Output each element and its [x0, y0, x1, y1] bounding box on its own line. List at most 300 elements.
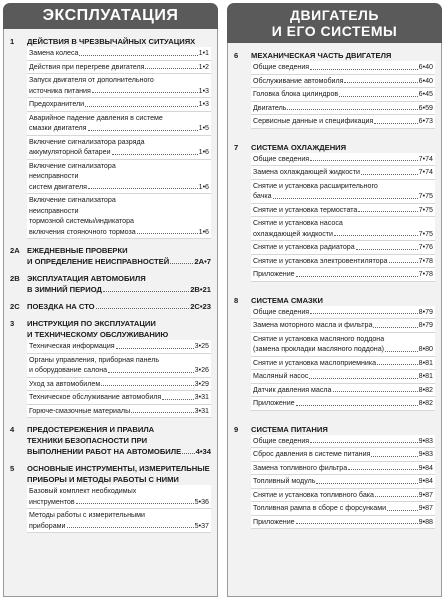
section-title-line-text: ПОЕЗДКА НА СТО — [27, 302, 95, 311]
header-line: И ЕГО СИСТЕМЫ — [271, 23, 398, 39]
leader-dots — [162, 392, 193, 400]
section-number: 7 — [234, 142, 239, 152]
leader-dots — [131, 406, 193, 414]
section-title-text — [27, 273, 211, 295]
entry-text: Приложение — [253, 270, 295, 278]
entry-line — [29, 182, 209, 193]
toc-entry[interactable] — [251, 241, 435, 255]
entry-text: Головка блока цилиндров — [253, 90, 339, 98]
entry-page-number: 1•6 — [198, 182, 209, 191]
leader-dots — [389, 256, 418, 264]
toc-entry[interactable] — [251, 435, 435, 449]
entry-text: Общие сведения — [253, 63, 310, 71]
entry-text: приборами — [29, 521, 66, 530]
entry-list — [251, 61, 435, 129]
entry-page-number: 9•84 — [418, 463, 433, 472]
entry-text: Общие сведения — [253, 154, 310, 163]
entry-text: охлаждающей жидкости — [253, 229, 334, 238]
entry-page-number: 8•82 — [418, 399, 433, 407]
entry-line — [29, 227, 209, 238]
toc-entry[interactable] — [27, 378, 211, 392]
leader-dots — [356, 242, 418, 250]
toc-entry[interactable] — [251, 115, 435, 129]
section-title-text — [251, 424, 435, 435]
entry-page-number: 9•87 — [418, 490, 433, 499]
section-number: 1 — [10, 37, 15, 46]
leader-dots — [373, 320, 417, 328]
entry-page-number: 7•74 — [418, 154, 433, 163]
entry-line — [253, 476, 433, 487]
leader-dots — [374, 116, 417, 124]
toc-entry[interactable] — [27, 160, 211, 195]
toc-entry[interactable] — [251, 357, 435, 371]
section-title-line: СИСТЕМА ОХЛАЖДЕНИЯ — [251, 142, 347, 152]
entry-text: Сервисные данные и спецификация — [253, 117, 374, 125]
leader-dots — [108, 365, 194, 373]
entry-page-number: 3•31 — [194, 406, 209, 415]
section-title-text — [27, 301, 211, 312]
entry-text: Топливный модуль — [253, 477, 316, 485]
entry-page-number: 6•59 — [418, 103, 433, 112]
entry-line — [253, 398, 433, 409]
entry-line — [253, 256, 433, 267]
section-title[interactable] — [10, 463, 211, 485]
entry-list — [251, 153, 435, 282]
entry-line — [29, 99, 209, 110]
entry-page-number: 5•37 — [194, 521, 209, 530]
entry-text: смазки двигателя — [29, 124, 87, 132]
entry-page-number: 8•79 — [418, 307, 433, 316]
entry-line: тормозной системы/индикатора — [29, 217, 135, 225]
leader-dots — [385, 344, 418, 352]
entry-page-number: 6•45 — [418, 90, 433, 98]
toc-entry[interactable] — [27, 74, 211, 98]
section-number: 2А — [10, 246, 20, 255]
toc-entry[interactable] — [27, 61, 211, 75]
entry-line — [253, 116, 433, 127]
entry-page-number: 8•81 — [418, 358, 433, 367]
entry-line: неисправности — [29, 206, 79, 215]
leader-dots — [76, 497, 194, 505]
toc-section — [234, 295, 435, 411]
entry-text: систем двигателя — [29, 182, 87, 191]
entry-text: Замена охлаждающей жидкости — [253, 168, 360, 176]
section-title-line: ДЕЙСТВИЯ В ЧРЕЗВЫЧАЙНЫХ СИТУАЦИЯХ — [27, 37, 196, 46]
toc-entry[interactable] — [251, 516, 435, 530]
section-title-line: И ТЕХНИЧЕСКОМУ ОБСЛУЖИВАНИЮ — [27, 330, 169, 339]
toc-entry[interactable] — [251, 180, 435, 204]
leader-dots — [67, 521, 194, 529]
entry-text: Приложение — [253, 399, 295, 407]
entry-page-number: 9•83 — [418, 450, 433, 458]
section-title-line — [27, 446, 211, 457]
entry-text: Общие сведения — [253, 307, 310, 316]
leader-dots — [296, 398, 418, 406]
entry-text: и оборудование салона — [29, 366, 108, 374]
toc-entry[interactable] — [251, 255, 435, 269]
leader-dots — [310, 62, 418, 70]
entry-text: Общие сведения — [253, 436, 310, 445]
leader-dots — [79, 48, 197, 56]
entry-line — [29, 341, 209, 352]
toc-entry[interactable] — [27, 405, 211, 419]
entry-list — [27, 47, 211, 239]
section-title-line: ПРЕДОСТЕРЕЖЕНИЯ И ПРАВИЛА — [27, 425, 155, 434]
toc-entry[interactable] — [27, 194, 211, 239]
entry-list — [27, 485, 211, 533]
entry-line — [253, 307, 433, 318]
toc-entry[interactable] — [27, 391, 211, 405]
leader-dots — [116, 341, 194, 349]
entry-line — [253, 62, 433, 73]
section-title[interactable] — [10, 36, 211, 47]
section-title[interactable] — [10, 245, 211, 267]
entry-line — [29, 147, 209, 158]
entry-line — [253, 463, 433, 474]
entry-page-number: 7•78 — [418, 256, 433, 265]
section-title-text — [251, 295, 435, 306]
section-title-line: ЭКСПЛУАТАЦИЯ АВТОМОБИЛЯ — [27, 274, 146, 283]
entry-page-number: 9•84 — [418, 477, 433, 485]
entry-line — [29, 392, 209, 403]
section-page-number: 2В•21 — [190, 285, 211, 294]
toc-column-engine — [227, 3, 442, 597]
toc-entry[interactable] — [251, 306, 435, 320]
leader-dots — [112, 147, 198, 155]
entry-list — [27, 340, 211, 418]
entry-line — [253, 242, 433, 253]
section-title[interactable] — [234, 295, 435, 306]
toc-entry[interactable] — [27, 354, 211, 378]
entry-page-number: 7•75 — [418, 192, 433, 200]
toc-section — [234, 424, 435, 530]
entry-line — [253, 358, 433, 369]
entry-line: Методы работы с измерительными — [29, 511, 145, 519]
column-header: ЭКСПЛУАТАЦИЯ — [3, 3, 218, 29]
entry-line — [253, 320, 433, 331]
leader-dots — [170, 256, 193, 264]
section-title[interactable] — [234, 424, 435, 435]
entry-line — [253, 517, 433, 528]
entry-page-number: 7•75 — [418, 229, 433, 238]
toc-entry[interactable] — [251, 448, 435, 462]
leader-dots — [309, 371, 417, 379]
entry-line: Снятие и установка масляного поддона — [253, 334, 385, 343]
entry-text: Снятие и установка термостата — [253, 205, 358, 214]
section-title-text — [27, 318, 211, 340]
leader-dots — [310, 154, 418, 162]
section-title-text — [27, 424, 211, 457]
toc-body — [227, 43, 442, 597]
entry-text: Предохранители — [29, 100, 85, 108]
leader-dots — [88, 182, 198, 190]
toc-entry[interactable] — [27, 340, 211, 354]
leader-dots — [92, 86, 198, 94]
entry-line — [29, 497, 209, 508]
toc-entry[interactable] — [251, 204, 435, 218]
leader-dots — [103, 284, 189, 292]
entry-text: Топливная рампа в сборе с форсунками — [253, 504, 387, 512]
entry-page-number: 7•75 — [418, 205, 433, 214]
toc-entry[interactable] — [27, 509, 211, 533]
leader-dots — [101, 379, 193, 387]
section-title-line-text: В ЗИМНИЙ ПЕРИОД — [27, 285, 102, 294]
leader-dots — [339, 89, 417, 97]
entry-text: инструментов — [29, 497, 75, 506]
entry-page-number: 1•2 — [198, 62, 209, 71]
entry-text: Замена моторного масла и фильтра — [253, 321, 373, 329]
leader-dots — [333, 385, 418, 393]
section-title[interactable] — [234, 142, 435, 153]
section-page-number: 4•34 — [195, 447, 211, 456]
toc-section — [10, 273, 211, 295]
toc-entry[interactable] — [27, 98, 211, 112]
section-number: 9 — [234, 424, 239, 434]
section-number: 6 — [234, 51, 239, 60]
section-title-line: МЕХАНИЧЕСКАЯ ЧАСТЬ ДВИГАТЕЛЯ — [251, 51, 392, 60]
leader-dots — [375, 490, 418, 498]
section-title[interactable] — [10, 318, 211, 340]
entry-text: аккумуляторной батареи — [29, 148, 111, 156]
entry-page-number: 9•88 — [418, 517, 433, 526]
section-title-line — [27, 301, 211, 312]
entry-text: Снятие и установка электровентилятора — [253, 256, 388, 265]
entry-line — [253, 76, 433, 87]
entry-line — [253, 436, 433, 447]
entry-text: Приложение — [253, 517, 295, 526]
toc-section — [10, 318, 211, 418]
section-title-text — [27, 463, 211, 485]
entry-line: Включение сигнализатора — [29, 196, 116, 204]
toc-entry[interactable] — [251, 88, 435, 102]
entry-line — [29, 62, 209, 73]
entry-line: неисправности — [29, 172, 79, 180]
leader-dots — [85, 99, 197, 107]
entry-page-number: 3•31 — [194, 393, 209, 401]
entry-page-number: 1•6 — [198, 227, 209, 236]
toc-entry[interactable] — [251, 75, 435, 89]
leader-dots — [358, 205, 417, 213]
entry-line — [253, 191, 433, 202]
entry-text: Снятие и установка топливного бака — [253, 490, 374, 499]
toc-entry[interactable] — [251, 61, 435, 75]
toc-section — [234, 50, 435, 129]
entry-line — [253, 167, 433, 178]
entry-line — [253, 490, 433, 501]
entry-page-number: 6•73 — [418, 117, 433, 125]
toc-entry[interactable] — [251, 333, 435, 357]
section-title-line: ЕЖЕДНЕВНЫЕ ПРОВЕРКИ — [27, 246, 128, 255]
entry-line — [253, 503, 433, 514]
entry-line — [253, 103, 433, 114]
toc-section — [10, 463, 211, 533]
leader-dots — [273, 191, 418, 199]
section-page-number: 2С•23 — [190, 302, 211, 311]
toc-entry[interactable] — [27, 47, 211, 61]
entry-page-number: 3•26 — [194, 366, 209, 374]
entry-line: Снятие и установка насоса — [253, 219, 343, 227]
toc-entry[interactable] — [251, 268, 435, 282]
header-line: ДВИГАТЕЛЬ — [290, 7, 379, 23]
entry-line: Включение сигнализатора — [29, 161, 116, 170]
section-title-text — [251, 142, 435, 153]
toc-entry[interactable] — [251, 217, 435, 241]
leader-dots — [145, 62, 197, 70]
entry-page-number: 1•3 — [198, 86, 209, 95]
entry-line — [29, 123, 209, 134]
entry-line — [253, 449, 433, 460]
toc-entry[interactable] — [251, 384, 435, 398]
entry-text: Двигатель — [253, 103, 287, 112]
section-page-number: 2А•7 — [194, 257, 211, 266]
section-title-line — [27, 284, 211, 295]
entry-line — [29, 48, 209, 59]
entry-line — [29, 379, 209, 390]
entry-page-number: 8•81 — [418, 372, 433, 380]
entry-text: бачка — [253, 192, 272, 200]
section-title-line: СИСТЕМА СМАЗКИ — [251, 295, 323, 305]
entry-line — [253, 154, 433, 165]
toc-entry[interactable] — [251, 502, 435, 516]
toc-body — [3, 29, 218, 597]
section-number: 4 — [10, 425, 15, 434]
toc-entry[interactable] — [251, 370, 435, 384]
entry-text: Замена топливного фильтра — [253, 463, 348, 472]
leader-dots — [377, 358, 418, 366]
toc-entry[interactable] — [251, 397, 435, 411]
entry-text: Действия при перегреве двигателя — [29, 62, 145, 71]
entry-page-number: 8•79 — [418, 321, 433, 329]
entry-page-number: 6•40 — [418, 76, 433, 85]
entry-line: Запуск двигателя от дополнительного — [29, 76, 154, 84]
entry-page-number: 6•40 — [418, 63, 433, 71]
entry-text: Обслуживание автомобиля — [253, 76, 344, 85]
entry-page-number: 1•3 — [198, 100, 209, 108]
entry-list — [251, 306, 435, 411]
leader-dots — [137, 227, 198, 235]
leader-dots — [287, 103, 417, 111]
entry-text: Горюче-смазочные материалы — [29, 406, 131, 415]
toc-entry[interactable] — [251, 166, 435, 180]
toc-entry[interactable] — [251, 319, 435, 333]
entry-line: Аварийное падение давления в системе — [29, 113, 163, 122]
toc-entry[interactable] — [251, 153, 435, 167]
section-title-line: ПРИБОРЫ И МЕТОДЫ РАБОТЫ С НИМИ — [27, 475, 179, 484]
leader-dots — [371, 449, 417, 457]
leader-dots — [348, 463, 418, 471]
entry-text: Снятие и установка радиатора — [253, 243, 355, 251]
entry-page-number: 5•36 — [194, 497, 209, 506]
leader-dots — [96, 301, 190, 309]
entry-line — [253, 269, 433, 280]
toc-section — [10, 424, 211, 457]
section-title-line-text: ВЫПОЛНЕНИИ РАБОТ НА АВТОМОБИЛЕ — [27, 447, 182, 456]
toc-section — [10, 245, 211, 267]
entry-text: Снятие и установка маслоприемника — [253, 358, 377, 367]
leader-dots — [88, 123, 198, 131]
section-number: 8 — [234, 295, 239, 305]
entry-line — [29, 406, 209, 417]
entry-text: Замена колеса — [29, 49, 79, 57]
entry-page-number: 8•80 — [418, 345, 433, 353]
section-title-text — [27, 245, 211, 267]
toc-entry[interactable] — [251, 475, 435, 489]
entry-line: Органы управления, приборная панель — [29, 355, 160, 364]
toc-entry[interactable] — [251, 489, 435, 503]
entry-line — [29, 365, 209, 376]
section-title[interactable] — [10, 424, 211, 457]
leader-dots — [344, 76, 417, 84]
entry-page-number: 7•74 — [418, 168, 433, 176]
entry-page-number: 9•83 — [418, 436, 433, 445]
entry-text: Техническое обслуживание автомобиля — [29, 393, 162, 401]
entry-page-number: 8•82 — [418, 385, 433, 394]
toc-section — [10, 301, 211, 312]
entry-line — [29, 521, 209, 532]
toc-entry[interactable] — [27, 112, 211, 136]
column-header — [227, 3, 442, 43]
section-number: 5 — [10, 464, 15, 473]
section-title-line: ТЕХНИКИ БЕЗОПАСНОСТИ ПРИ — [27, 436, 148, 445]
toc-section — [234, 142, 435, 282]
leader-dots — [387, 503, 418, 511]
entry-line — [253, 344, 433, 355]
entry-line — [29, 86, 209, 97]
section-title-text — [27, 36, 211, 47]
leader-dots — [334, 229, 418, 237]
entry-page-number: 3•29 — [194, 379, 209, 388]
toc-section — [10, 36, 211, 239]
section-title-line-text: И ОПРЕДЕЛЕНИЕ НЕИСПРАВНОСТЕЙ — [27, 257, 170, 266]
toc-entry[interactable] — [27, 485, 211, 509]
section-title[interactable] — [10, 273, 211, 295]
leader-dots — [310, 436, 418, 444]
entry-line — [253, 385, 433, 396]
entry-text: Сброс давления в системе питания — [253, 450, 371, 458]
entry-page-number: 1•6 — [198, 148, 209, 156]
entry-page-number: 1•1 — [198, 49, 209, 57]
entry-text: Масляный насос — [253, 372, 309, 380]
entry-line: Базовый комплект необходимых — [29, 487, 137, 495]
entry-page-number: 3•25 — [194, 342, 209, 350]
entry-text: источника питания — [29, 86, 91, 95]
leader-dots — [361, 167, 418, 175]
entry-line: Включение сигнализатора разряда — [29, 137, 145, 146]
section-title[interactable] — [234, 50, 435, 61]
entry-list — [251, 435, 435, 530]
toc-entry[interactable] — [251, 102, 435, 116]
toc-column-operation — [3, 3, 218, 597]
entry-line — [253, 205, 433, 216]
section-title-line: ОСНОВНЫЕ ИНСТРУМЕНТЫ, ИЗМЕРИТЕЛЬНЫЕ — [27, 464, 210, 473]
entry-page-number: 1•5 — [198, 124, 209, 132]
entry-line — [253, 371, 433, 382]
section-title[interactable] — [10, 301, 211, 312]
section-number: 2С — [10, 302, 20, 311]
entry-line — [253, 229, 433, 240]
leader-dots — [310, 307, 418, 315]
entry-page-number: 7•78 — [418, 270, 433, 278]
entry-text: Техническая информация — [29, 342, 115, 350]
toc-entry[interactable] — [251, 462, 435, 476]
section-title-text — [251, 50, 435, 61]
entry-text: включения стояночного тормоза — [29, 227, 136, 236]
section-number: 3 — [10, 319, 15, 328]
leader-dots — [316, 476, 417, 484]
entry-page-number: 9•87 — [418, 504, 433, 512]
toc-entry[interactable] — [27, 136, 211, 160]
section-title-line: ИНСТРУКЦИЯ ПО ЭКСПЛУАТАЦИИ — [27, 319, 156, 328]
